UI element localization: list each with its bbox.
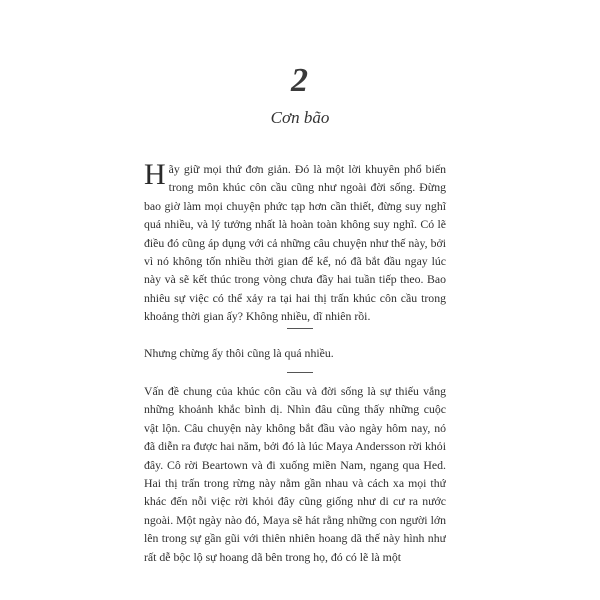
section-separator: [287, 372, 313, 373]
paragraph-3: Vấn đề chung của khúc côn cầu và đời sống là sự thiếu vắng những khoảnh khắc bình dị. Nhìn đâu cũng thấy những cuộc vật lộn. Câu chuyện này không bắt đầu vào ngày hôm nay, nó đã diễn ra được hai năm, bởi đó là lúc Maya Andersson rời khỏi đây. Cô rời Beartown và đi xuống miền Nam, ngang qua Hed. Hai thị trấn trong rừng này nằm gần nhau và cách xa mọi thứ khác đến nỗi việc rời khỏi đây cũng giống như di cư ra nước ngoài. Một ngày nào đó, Maya sẽ hát rằng những con người lớn lên trong sự gần gũi với thiên nhiên hoang dã thế này hình như rất dễ bộc lộ sự hoang dã bên trong họ, đó có lẽ là một: [144, 384, 446, 564]
paragraph-2: Nhưng chừng ấy thôi cũng là quá nhiều.: [144, 346, 334, 360]
paragraph-1-text: ãy giữ mọi thứ đơn giản. Đó là một lời khuyên phổ biến trong môn khúc côn cầu cũng như ngoài đời sống. Đừng bao giờ làm mọi chuyện phức tạp hơn cần thiết, đừng suy nghĩ quá nhiều, và lý tưởng nhất là hoàn toàn không suy nghĩ. Có lẽ điều đó cũng áp dụng với cả những câu chuyện như thế này, bởi vì nó không tốn nhiều thời gian để kể, nó đã bắt đầu ngay lúc này và sẽ kết thúc trong vòng chưa đầy hai tuần tiếp theo. Bao nhiêu sự việc có thể xảy ra tại hai thị trấn khúc côn cầu trong khoảng thời gian ấy? Không nhiều, dĩ nhiên rồi.: [144, 162, 446, 324]
paragraph-1: [144, 160, 446, 326]
chapter-title: Cơn bão: [270, 108, 330, 127]
chapter-number: 2: [291, 62, 309, 99]
section-separator: [287, 328, 313, 329]
drop-cap: H: [144, 158, 166, 191]
